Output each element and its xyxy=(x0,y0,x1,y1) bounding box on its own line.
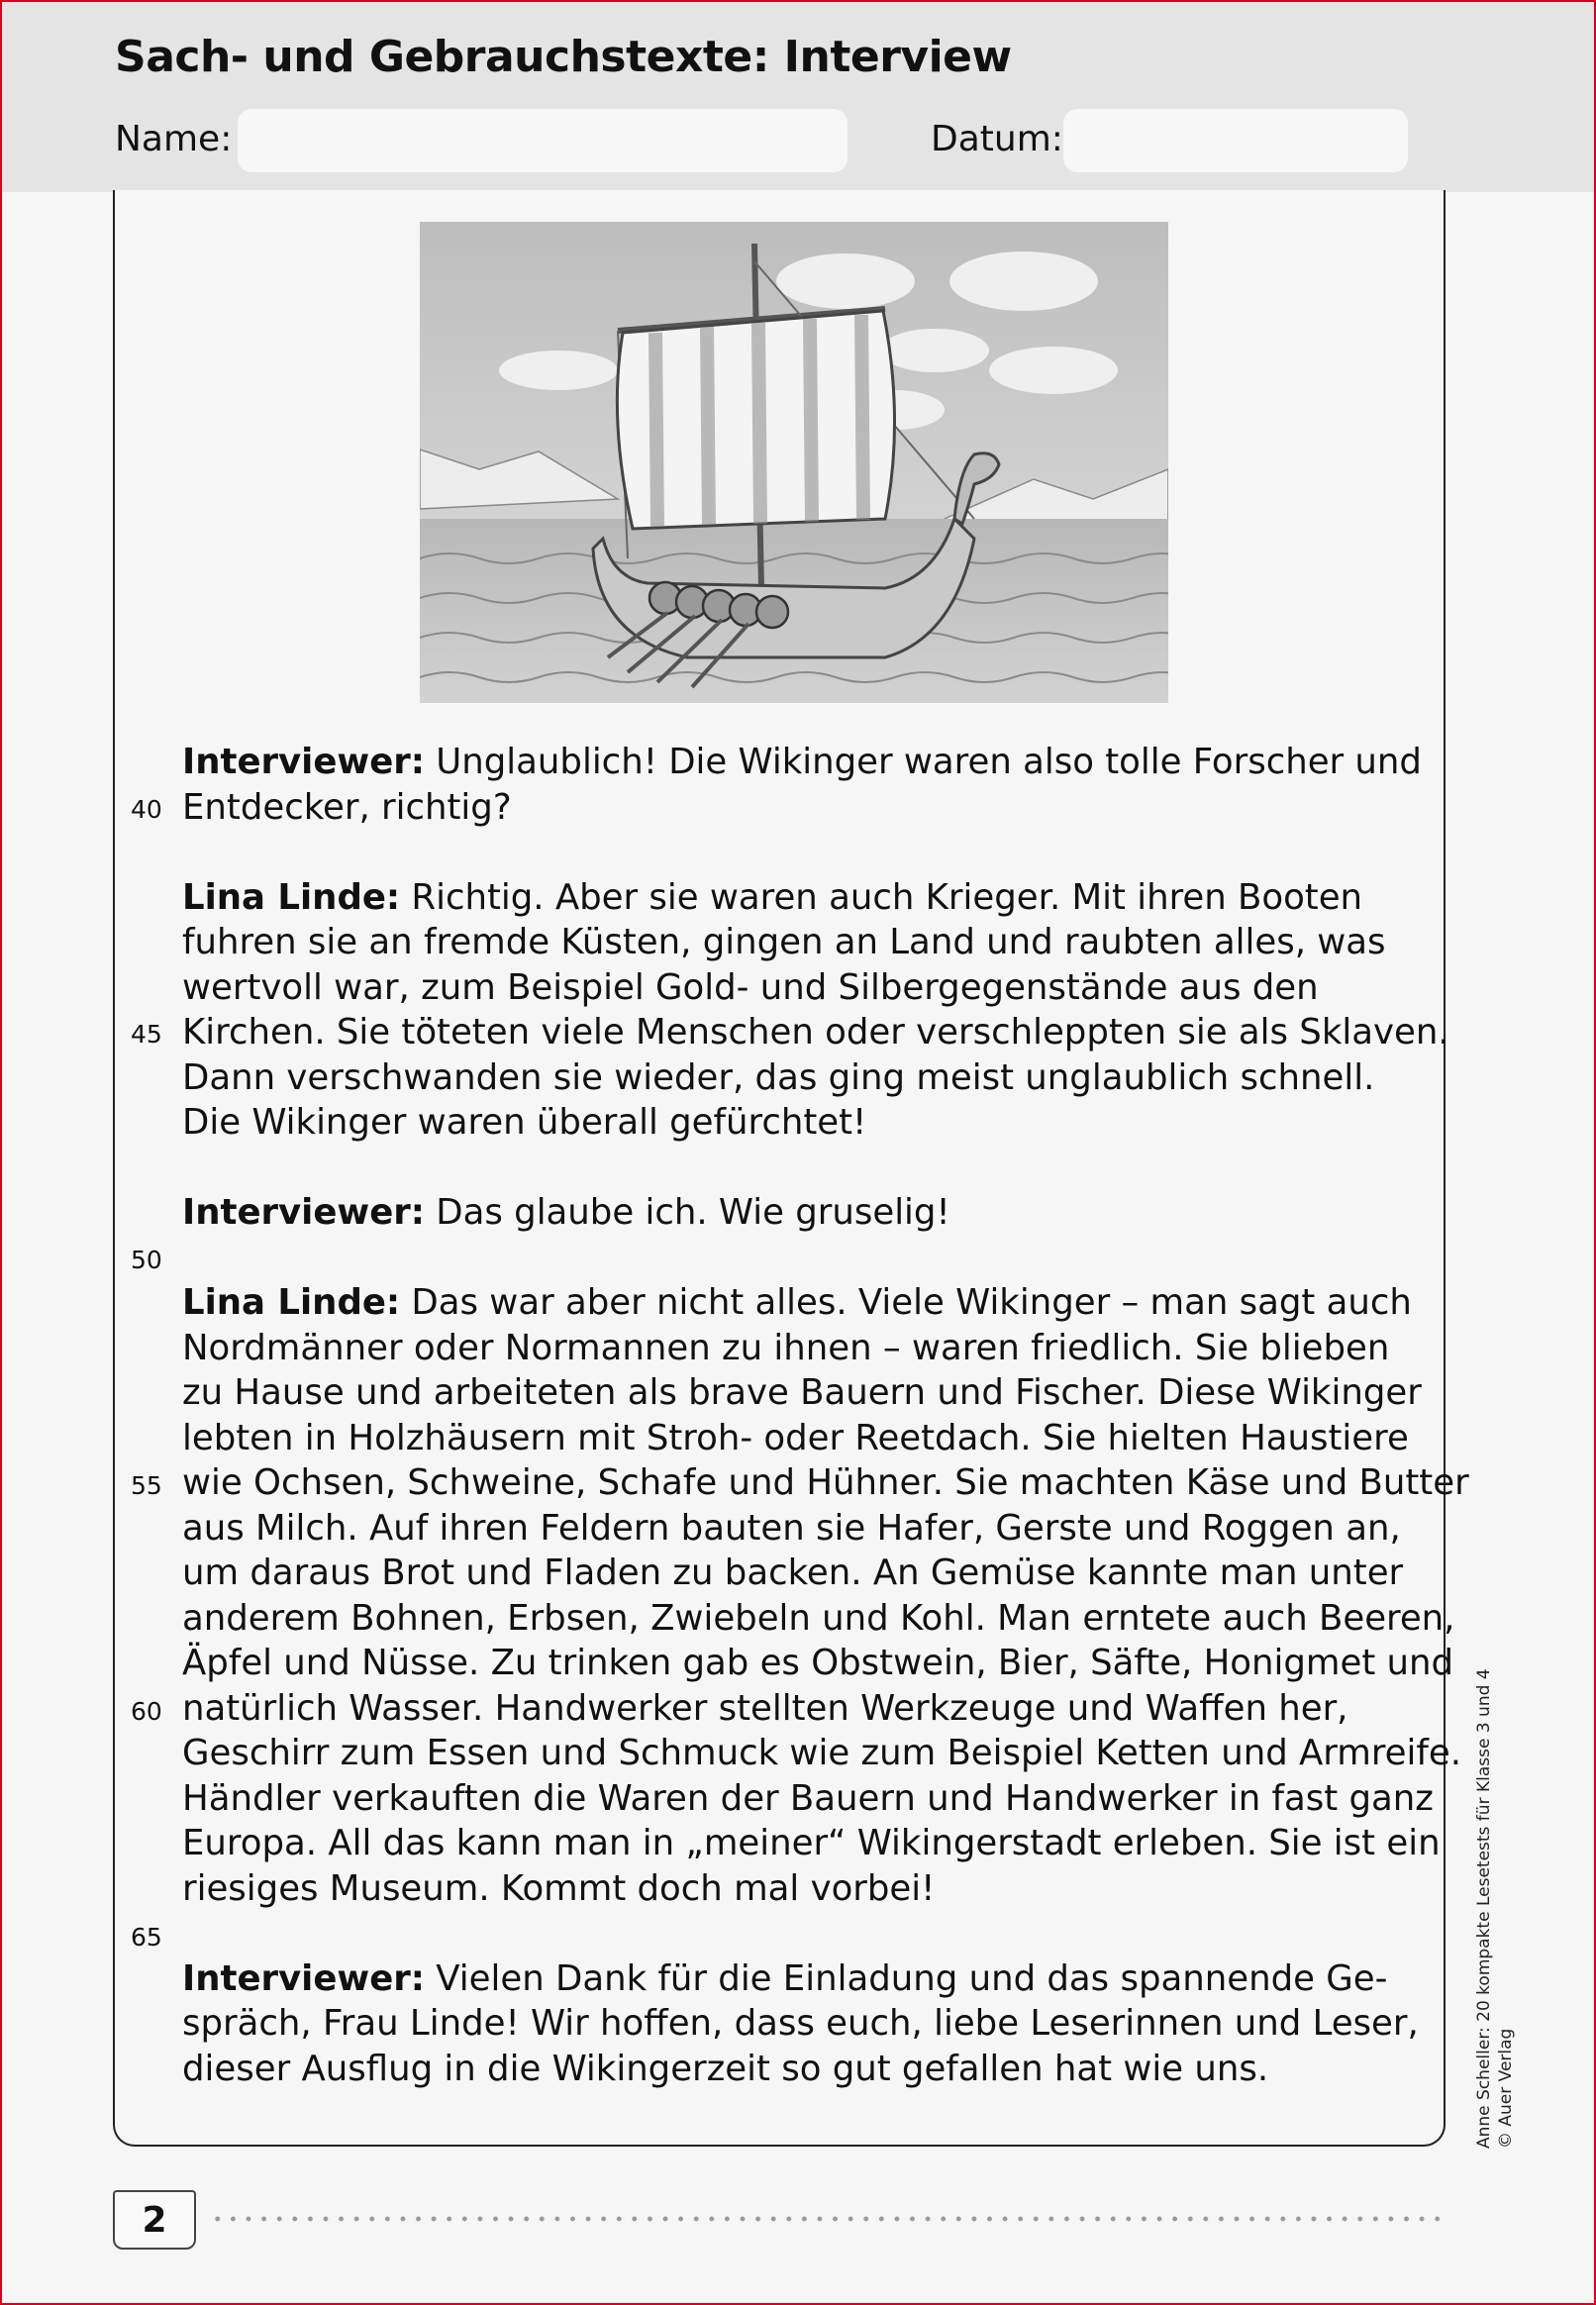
footer-dotted-line xyxy=(210,2216,1446,2222)
blank-line xyxy=(182,830,1420,875)
credit-author: Anne Scheller: 20 kompakte Lesetests für Klasse 3 und 4 xyxy=(1474,1668,1494,2149)
name-label: Name: xyxy=(115,119,233,159)
speaker-label: Lina Linde: xyxy=(182,1282,401,1323)
text-line: Die Wikinger waren überall gefürchtet! xyxy=(182,1102,867,1143)
text-line: Lina Linde: Das war aber nicht alles. Viele Wikinger – man sagt auch xyxy=(182,1282,1412,1323)
speaker-label: Lina Linde: xyxy=(182,876,401,918)
text-line: Dann verschwanden sie wieder, das ging meist unglaublich schnell. xyxy=(182,1056,1375,1098)
date-label: Datum: xyxy=(931,119,1063,159)
text-line: Interviewer: Unglaublich! Die Wikinger waren also tolle Forscher und xyxy=(182,742,1422,782)
line-number: 40 xyxy=(131,795,162,824)
line-number: 55 xyxy=(131,1471,162,1500)
text-line: Nordmänner oder Normannen zu ihnen – waren friedlich. Sie blieben xyxy=(182,1327,1390,1368)
text-line: Interviewer: Vielen Dank für die Einladung und das spannende Ge- xyxy=(182,1957,1388,1999)
publisher-credit xyxy=(1473,1668,1517,2149)
line-number: 60 xyxy=(131,1697,162,1726)
text-line: Lina Linde: Richtig. Aber sie waren auch Krieger. Mit ihren Booten xyxy=(182,876,1363,918)
text-line: um daraus Brot und Fladen zu backen. An Gemüse kannte man unter xyxy=(182,1553,1404,1593)
text-line: lebten in Holzhäusern mit Stroh- oder Reetdach. Sie hielten Haustiere xyxy=(182,1417,1409,1458)
page-number: 2 xyxy=(113,2190,196,2250)
text-line: Entdecker, richtig? xyxy=(182,786,512,828)
text-line: spräch, Frau Linde! Wir hoffen, dass euch, liebe Leserinnen und Leser, xyxy=(182,2003,1419,2044)
text-line: aus Milch. Auf ihren Feldern bauten sie Hafer, Gerste und Roggen an, xyxy=(182,1507,1401,1549)
speaker-label: Interviewer: xyxy=(182,1957,425,1999)
blank-line xyxy=(182,1146,1420,1191)
text-line: zu Hause und arbeiteten als brave Bauern und Fischer. Diese Wikinger xyxy=(182,1372,1422,1413)
text-line: Äpfel und Nüsse. Zu trinken gab es Obstwein, Bier, Säfte, Honigmet und xyxy=(182,1643,1454,1683)
text-line: riesiges Museum. Kommt doch mal vorbei! xyxy=(182,1867,936,1909)
text-line: Händler verkauften die Waren der Bauern und Handwerker in fast ganz xyxy=(182,1777,1434,1819)
worksheet-header xyxy=(2,2,1594,192)
speaker-label: Interviewer: xyxy=(182,742,425,782)
line-number: 45 xyxy=(131,1020,162,1049)
text-line: Kirchen. Sie töteten viele Menschen oder verschleppten sie als Sklaven. xyxy=(182,1012,1449,1052)
blank-line xyxy=(182,1236,1420,1281)
date-field[interactable] xyxy=(1063,109,1408,172)
text-line: Europa. All das kann man in „meiner“ Wikingerstadt erleben. Sie ist ein xyxy=(182,1823,1441,1863)
viking-ship-illustration xyxy=(420,222,1168,703)
credit-publisher: © Auer Verlag xyxy=(1496,2028,1516,2149)
text-line: Geschirr zum Essen und Schmuck wie zum Beispiel Ketten und Armreife. xyxy=(182,1733,1462,1773)
text-line: wie Ochsen, Schweine, Schafe und Hühner. Sie machten Käse und Butter xyxy=(182,1462,1469,1503)
line-number: 65 xyxy=(131,1923,162,1952)
text-line: dieser Ausflug in die Wikingerzeit so gut gefallen hat wie uns. xyxy=(182,2048,1269,2089)
text-line: fuhren sie an fremde Küsten, gingen an Land und raubten alles, was xyxy=(182,922,1386,962)
name-field[interactable] xyxy=(238,109,848,172)
blank-line xyxy=(182,1911,1420,1956)
text-line: natürlich Wasser. Handwerker stellten Werkzeuge und Waffen her, xyxy=(182,1687,1348,1729)
speaker-label: Interviewer: xyxy=(182,1192,425,1233)
text-line: Interviewer: Das glaube ich. Wie gruselig! xyxy=(182,1192,950,1233)
interview-text xyxy=(182,740,1469,2091)
text-line: wertvoll war, zum Beispiel Gold- und Silbergegenstände aus den xyxy=(182,966,1319,1008)
text-line: anderem Bohnen, Erbsen, Zwiebeln und Kohl. Man erntete auch Beeren, xyxy=(182,1597,1455,1639)
page-title: Sach- und Gebrauchstexte: Interview xyxy=(115,32,1012,82)
line-number: 50 xyxy=(131,1246,162,1274)
